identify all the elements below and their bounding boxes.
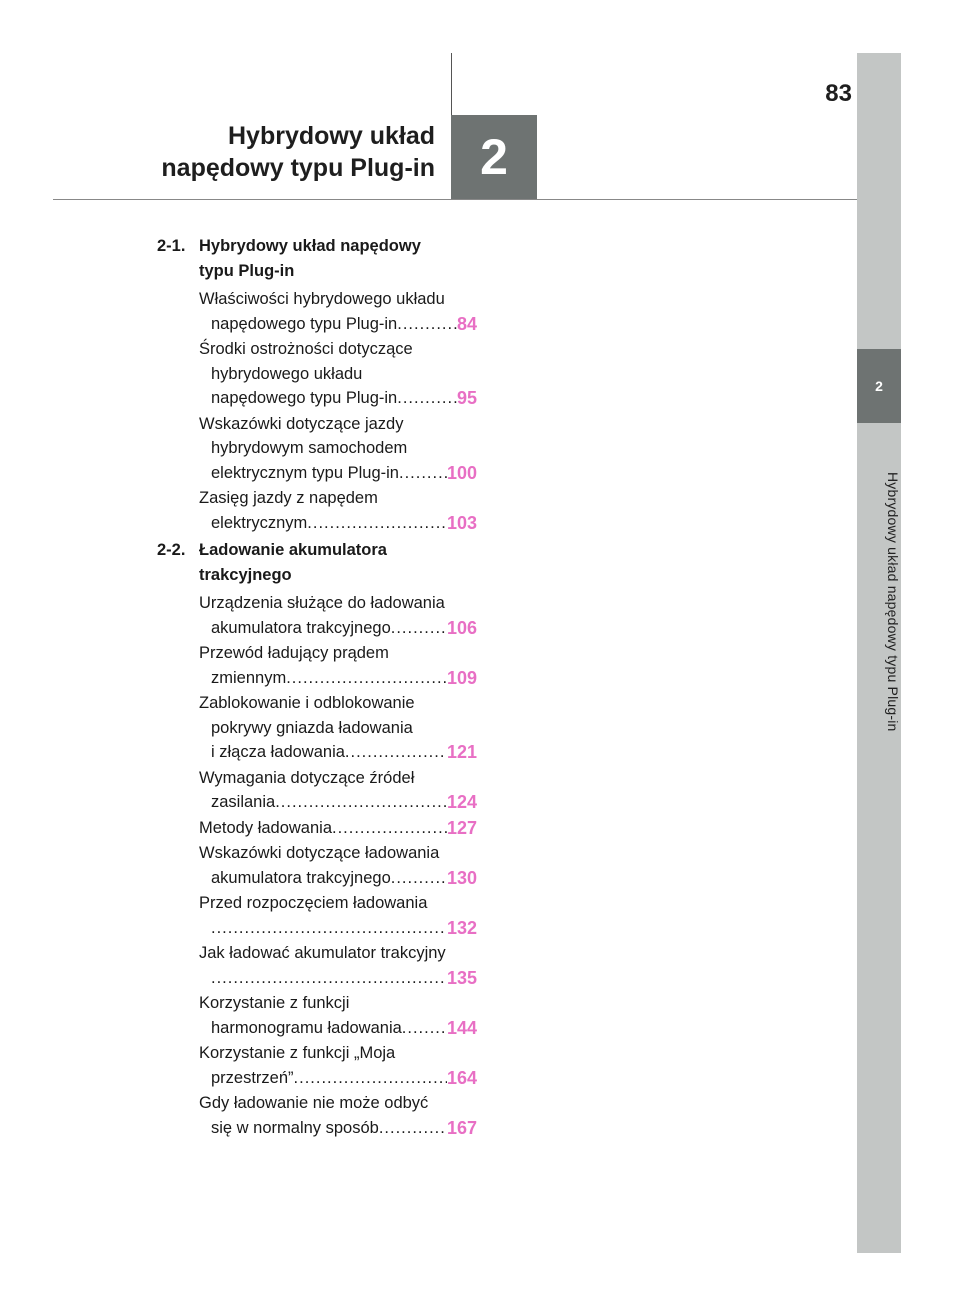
toc-section-heading <box>157 234 477 283</box>
toc-leader-dots <box>391 616 447 641</box>
toc-entry[interactable] <box>199 691 477 765</box>
toc-page-link[interactable]: 164 <box>446 1067 477 1088</box>
toc-entry[interactable] <box>199 337 477 411</box>
toc-entry-text: zmiennym <box>211 668 287 687</box>
toc-page-link[interactable]: 132 <box>446 917 477 938</box>
toc-entry-text: hybrydowego układu <box>211 364 363 383</box>
chapter-title-line2: napędowy typu Plug-in <box>161 154 435 182</box>
header-divider-horizontal <box>53 199 857 200</box>
toc-entry[interactable] <box>199 991 477 1040</box>
toc-entry[interactable] <box>199 1091 477 1140</box>
toc-leader-dots <box>286 666 447 691</box>
toc-entry-text: akumulatora trakcyjnego <box>211 618 391 637</box>
toc-entry[interactable] <box>199 766 477 815</box>
toc-entry-text: pokrywy gniazda ładowania <box>211 718 413 737</box>
toc-entry-text: elektrycznym <box>211 513 308 532</box>
toc-section-title: trakcyjnego <box>199 565 292 584</box>
toc-page-link[interactable]: 100 <box>446 462 477 483</box>
toc-entry-text: harmonogramu ładowania <box>211 1018 402 1037</box>
toc-entry-text: się w normalny sposób <box>211 1118 379 1137</box>
toc-page-link[interactable]: 144 <box>446 1017 477 1038</box>
toc-leader-dots <box>211 916 447 941</box>
toc-entry-text: Metody ładowania <box>199 818 332 837</box>
toc-section-heading <box>157 538 477 587</box>
toc-leader-dots <box>345 740 447 765</box>
toc-leader-dots <box>379 1116 447 1141</box>
toc-entry-text: Gdy ładowanie nie może odbyć <box>199 1094 429 1112</box>
toc-leader-dots <box>307 511 447 536</box>
toc-leader-dots <box>332 816 447 841</box>
toc-entry-text: przestrzeń” <box>211 1068 294 1087</box>
toc-leader-dots <box>275 790 447 815</box>
toc-section-title: Hybrydowy układ napędowy <box>199 237 421 255</box>
toc-entry-text: Przed rozpoczęciem ładowania <box>199 894 428 912</box>
toc-page-link[interactable]: 124 <box>446 792 477 812</box>
toc-entry-text: i złącza ładowania <box>211 743 345 761</box>
toc-entry[interactable] <box>199 891 477 940</box>
toc-leader-dots <box>397 386 457 411</box>
toc-page-link[interactable]: 103 <box>446 512 477 533</box>
toc-entry[interactable] <box>199 591 477 640</box>
toc-leader-dots <box>294 1066 447 1091</box>
toc-entry-text: zasilania <box>211 793 276 811</box>
toc-entry[interactable] <box>199 287 477 336</box>
toc-page-link[interactable]: 95 <box>456 388 477 408</box>
toc-leader-dots <box>391 866 447 891</box>
toc-entry-text: napędowego typu Plug-in <box>211 314 398 333</box>
header-divider-vertical <box>451 53 452 116</box>
toc-section-number: 2-1. <box>157 237 186 255</box>
toc-entry-text: Właściwości hybrydowego układu <box>199 290 445 308</box>
toc-entry[interactable] <box>199 941 477 990</box>
chapter-title <box>161 120 435 184</box>
toc-entry-text: Wymagania dotyczące źródeł <box>199 768 415 787</box>
toc-leader-dots <box>399 461 447 486</box>
toc-entry-text: Korzystanie z funkcji „Moja <box>199 1044 396 1062</box>
toc-page-link[interactable]: 130 <box>446 867 477 888</box>
toc-section-number: 2-2. <box>157 541 186 559</box>
toc-entry-text: Zablokowanie i odblokowanie <box>199 694 415 712</box>
chapter-number-box: 2 <box>451 115 537 199</box>
toc-page-link[interactable]: 167 <box>446 1117 477 1138</box>
side-chapter-label: Hybrydowy układ napędowy typu Plug-in <box>885 472 901 732</box>
toc-entry-text: Wskazówki dotyczące ładowania <box>199 844 440 862</box>
toc-page-link[interactable]: 106 <box>446 617 477 638</box>
toc-entry[interactable] <box>199 641 477 690</box>
toc-entry-text: Wskazówki dotyczące jazdy <box>199 414 404 433</box>
page-number: 83 <box>825 80 852 107</box>
toc-entry[interactable] <box>199 841 477 890</box>
side-chapter-tab[interactable]: 2 <box>857 349 901 423</box>
chapter-title-line1: Hybrydowy układ <box>228 122 435 150</box>
toc-leader-dots <box>211 966 447 991</box>
toc-entry-text: elektrycznym typu Plug-in <box>211 463 399 482</box>
toc-section-title: Ładowanie akumulatora <box>199 541 387 559</box>
toc-page-link[interactable]: 84 <box>456 313 477 334</box>
toc-entry-text: Jak ładować akumulator trakcyjny <box>199 944 446 962</box>
toc-leader-dots <box>397 312 457 337</box>
toc-entry-text: napędowego typu Plug-in <box>211 389 398 407</box>
toc-entry-text: hybrydowym samochodem <box>211 439 408 457</box>
toc-section-title: typu Plug-in <box>199 261 295 280</box>
toc-leader-dots <box>402 1016 447 1041</box>
toc-page-link[interactable]: 121 <box>446 742 477 762</box>
toc-entry-text: Przewód ładujący prądem <box>199 644 389 662</box>
toc-entry-text: akumulatora trakcyjnego <box>211 868 391 887</box>
toc-entry-text: Zasięg jazdy z napędem <box>199 489 378 507</box>
toc-entry[interactable] <box>199 1041 477 1090</box>
toc-entry-text: Korzystanie z funkcji <box>199 994 350 1012</box>
table-of-contents <box>157 234 477 1141</box>
toc-entry-text: Środki ostrożności dotyczące <box>199 340 413 358</box>
toc-entry[interactable] <box>199 412 477 486</box>
toc-page-link[interactable]: 109 <box>446 667 477 688</box>
toc-page-link[interactable]: 135 <box>446 967 477 988</box>
toc-page-link[interactable]: 127 <box>446 817 477 838</box>
toc-entry[interactable] <box>199 816 477 841</box>
toc-entry-text: Urządzenia służące do ładowania <box>199 594 445 612</box>
toc-entry[interactable] <box>199 486 477 535</box>
